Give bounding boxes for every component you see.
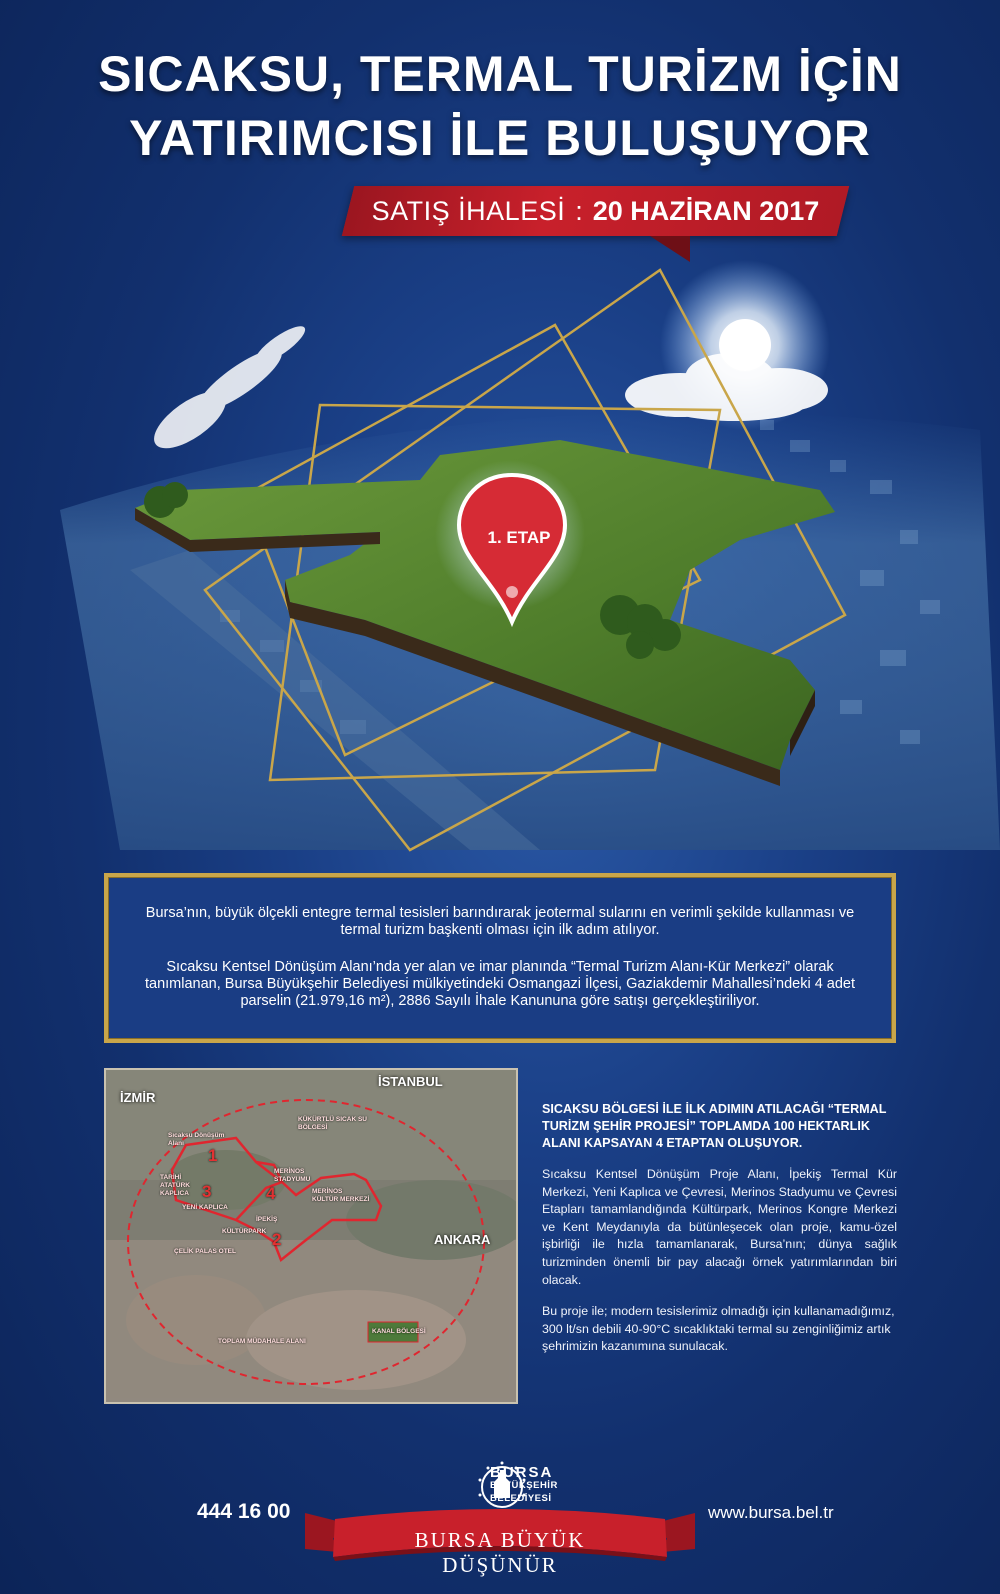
map-zone-sicaksu: Sıcaksu Dönüşüm Alanı xyxy=(168,1132,225,1147)
map-zone-ipekis: İPEKİŞ xyxy=(256,1216,278,1223)
map-zone-merinos-kongre: MERİNOS KÜLTÜR MERKEZİ xyxy=(312,1188,370,1203)
title-line-1: SICAKSU, TERMAL TURİZM İÇİN xyxy=(98,46,902,102)
map-city-ankara: ANKARA xyxy=(434,1232,491,1247)
project-map xyxy=(104,1068,518,1404)
map-zone-kulturpark: KÜLTÜRPARK xyxy=(222,1228,267,1235)
map-etap-2: 2 xyxy=(272,1230,282,1249)
intro-paragraph-1: Bursa’nın, büyük ölçekli entegre termal tesisleri barındırarak jeotermal sularını en verimli şekilde kullanması ve termal turizm başkenti olması için ilk adım atılıyor. xyxy=(145,905,855,938)
intro-paragraph-2: Sıcaksu Kentsel Dönüşüm Alanı’nda yer alan ve imar planında “Termal Turizm Alanı-Kür Merkezi” olarak tanımlanan, Bursa Büyükşehir Belediyesi mülkiyetindeki Osmangazi İlçesi, Gaziakdemir Mahallesi’ndeki 4 adet parselin (21.979,16 m²), 2886 Sayılı İhale Kanununa göre satışı gerçekleştiriliyor. xyxy=(144,959,856,1009)
title-line-2: YATIRIMCISI İLE BULUŞUYOR xyxy=(129,110,871,166)
map-zone-celikpalas: ÇELİK PALAS OTEL xyxy=(174,1248,236,1255)
website-link[interactable]: www.bursa.bel.tr xyxy=(708,1503,834,1522)
slogan: BURSA BÜYÜK DÜŞÜNÜR xyxy=(414,1528,586,1577)
hero-scene xyxy=(0,250,1000,860)
map-zone-kanal: KANAL BÖLGESİ xyxy=(372,1328,426,1335)
map-city-istanbul: İSTANBUL xyxy=(378,1074,443,1089)
cloud-left xyxy=(145,320,309,458)
phone-number[interactable]: 444 16 00 xyxy=(197,1500,291,1523)
info-body-1: Sıcaksu Kentsel Dönüşüm Proje Alanı, İpekiş Termal Kür Merkezi, Yeni Kaplıca ve Çevresi, Merinos Stadyumu ve Çevresi Etapları tamamlandığında Kültürpark, Merinos Kongre Merkezi ve Kent Meydanıyla da bütünleşecek olan proje, kamu-özel işbirliği ile hızla tamamlanarak, Bursa’nın; dünya sağlık turizminden önemli bir pay alacağı örnek yatırımlarından biri olacak. xyxy=(542,1167,897,1287)
map-zone-toplam: TOPLAM MÜDAHALE ALANI xyxy=(218,1338,306,1345)
map-etap-4: 4 xyxy=(266,1184,276,1203)
info-heading: SICAKSU BÖLGESİ İLE İLK ADIMIN ATILACAĞI “TERMAL TURİZM ŞEHİR PROJESİ” TOPLAMDA 100 HEKTARLIK ALANI KAPSAYAN 4 ETAPTAN OLUŞUYOR. xyxy=(542,1102,887,1150)
intro-box xyxy=(104,873,896,1043)
map-zone-tarihi: TARİHİ ATATÜRK KAPLICA xyxy=(160,1174,190,1197)
logo-line-1: BURSA xyxy=(490,1464,554,1481)
sale-date: 20 HAZİRAN 2017 xyxy=(592,195,820,226)
map-etap-1: 1 xyxy=(208,1146,218,1165)
hero-illustration xyxy=(0,250,1000,860)
sale-label: SATIŞ İHALESİ xyxy=(371,195,566,226)
sale-separator: : xyxy=(575,195,583,226)
logo-line-3: BELEDİYESİ xyxy=(490,1493,552,1504)
pin-label: 1. ETAP xyxy=(487,528,551,547)
map-zone-yeni-kaplica: YENİ KAPLICA xyxy=(182,1204,228,1211)
map-zone-kukurtlu: KÜKÜRTLÜ SICAK SU BÖLGESİ xyxy=(298,1116,367,1131)
poster-title xyxy=(0,42,1000,170)
map-city-izmir: İZMİR xyxy=(120,1090,156,1105)
logo-line-2: BÜYÜKŞEHİR xyxy=(490,1480,558,1491)
info-column xyxy=(542,1101,897,1356)
map-etap-3: 3 xyxy=(202,1182,212,1201)
map-zone-merinos-stadyum: MERİNOS STADYUMU xyxy=(274,1168,311,1183)
info-body-2: Bu proje ile; modern tesislerimiz olmadığı için kullanamadığımız, 300 lt/sn debili 40-90°C sıcaklıktaki termal su zenginliğimiz artık şehrimizin kazanımına sunulacak. xyxy=(542,1304,895,1354)
sale-banner-text xyxy=(348,186,843,236)
municipality-logo-text xyxy=(490,1466,558,1505)
